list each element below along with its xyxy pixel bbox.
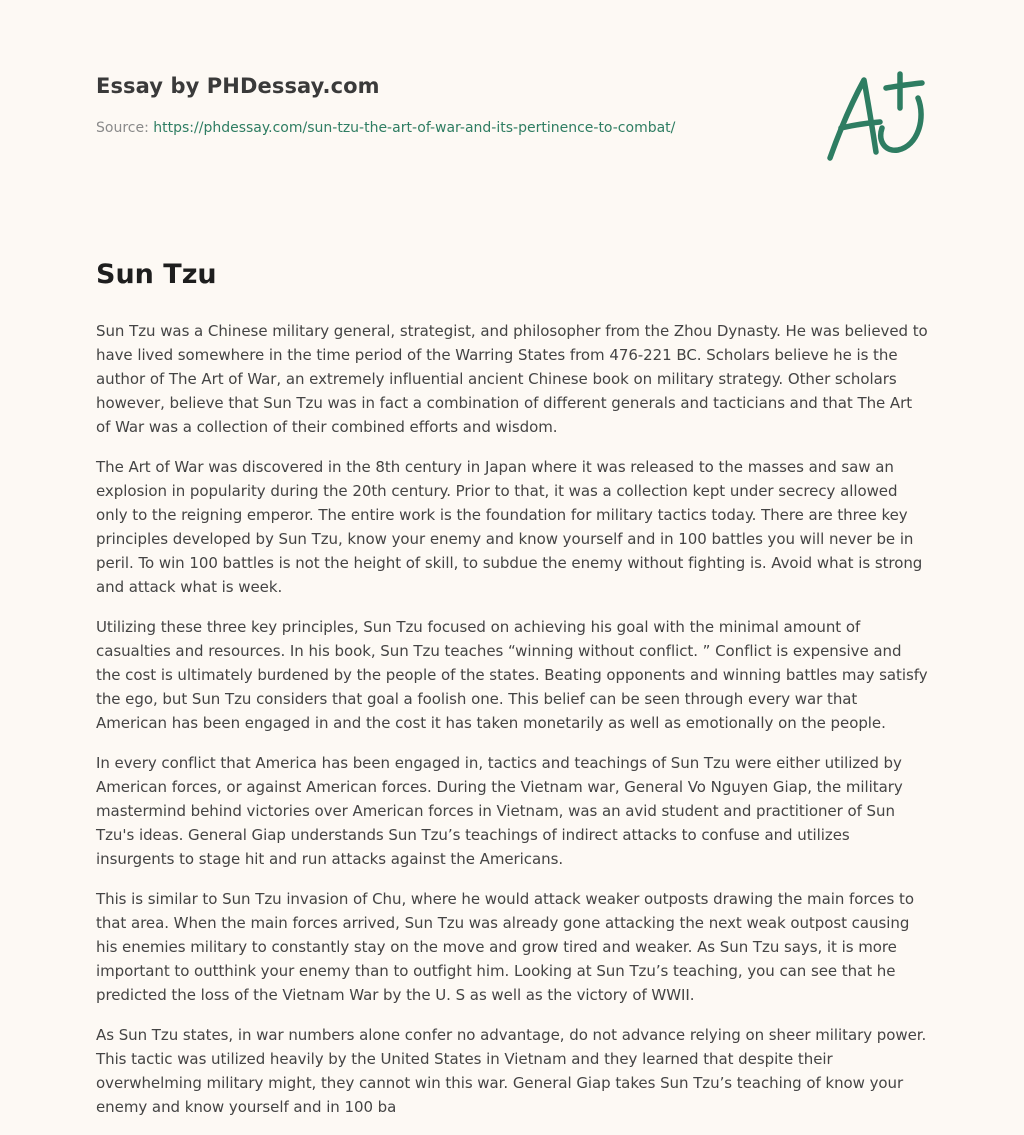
article-paragraph: The Art of War was discovered in the 8th century in Japan where it was released to the masses and saw an explosion in popularity during the 20th century. Prior to that, it was a collection kept under secrecy allowed only to the reigning emperor. The entire work is the foundation for military tactics today. There are three key principles developed by Sun Tzu, know your enemy and know yourself and in 100 battles you will never be in peril. To win 100 battles is not the height of skill, to subdue the enemy without fighting is. Avoid what is strong and attack what is week. (96, 458, 923, 596)
source-link[interactable]: https://phdessay.com/sun-tzu-the-art-of-war-and-its-pertinence-to-combat/ (153, 120, 676, 136)
header (96, 74, 796, 136)
article-paragraph: This is similar to Sun Tzu invasion of Chu, where he would attack weaker outposts drawing the main forces to that area. When the main forces arrived, Sun Tzu was already gone attacking the next weak outpost causing his enemies military to constantly stay on the move and grow tired and weaker. As Sun Tzu says, it is more important to outthink your enemy than to outfight him. Looking at Sun Tzu’s teaching, you can see that he predicted the loss of the Vietnam War by the U. S as well as the victory of WWII. (96, 890, 914, 1004)
article-title: Sun Tzu (96, 259, 217, 290)
article-paragraph: Sun Tzu was a Chinese military general, strategist, and philosopher from the Zhou Dynasty. He was believed to have lived somewhere in the time period of the Warring States from 476-221 BC. Scholars believe he is the author of The Art of War, an extremely influential ancient Chinese book on military strategy. Other scholars however, believe that Sun Tzu was in fact a combination of different generals and tacticians and that The Art of War was a collection of their combined efforts and wisdom. (96, 322, 928, 436)
source-line (96, 120, 796, 136)
article (96, 258, 930, 1135)
source-label: Source: (96, 120, 149, 136)
a-plus-logo-icon (822, 68, 928, 164)
article-paragraph: In every conflict that America has been engaged in, tactics and teachings of Sun Tzu were either utilized by American forces, or against American forces. During the Vietnam war, General Vo Nguyen Giap, the military mastermind behind victories over American forces in Vietnam, was an avid student and practitioner of Sun Tzu's ideas. General Giap understands Sun Tzu’s teachings of indirect attacks to confuse and utilizes insurgents to stage hit and run attacks against the Americans. (96, 754, 903, 868)
site-title: Essay by PHDessay.com (96, 74, 380, 98)
article-paragraph: Utilizing these three key principles, Sun Tzu focused on achieving his goal with the minimal amount of casualties and resources. In his book, Sun Tzu teaches “winning without conflict. ” Conflict is expensive and the cost is ultimately burdened by the people of the states. Beating opponents and winning battles may satisfy the ego, but Sun Tzu considers that goal a foolish one. This belief can be seen through every war that American has been engaged in and the cost it has taken monetarily as well as emotionally on the people. (96, 618, 928, 732)
article-paragraph: As Sun Tzu states, in war numbers alone confer no advantage, do not advance relying on sheer military power. This tactic was utilized heavily by the United States in Vietnam and they learned that despite their overwhelming military might, they cannot win this war. General Giap takes Sun Tzu’s teaching of know your enemy and know yourself and in 100 ba (96, 1026, 927, 1116)
